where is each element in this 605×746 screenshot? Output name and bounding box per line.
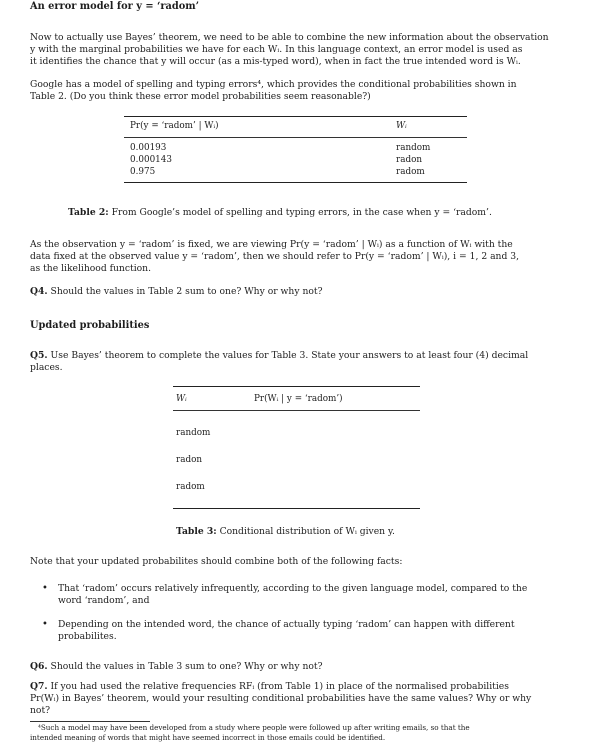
- question-7-line-3: not?: [30, 705, 51, 716]
- question-6: [30, 661, 323, 673]
- table-row: radom: [176, 482, 205, 492]
- table-2-caption-text: From Google’s model of spelling and typing errors, in the case when y = ‘radom’.: [111, 207, 492, 218]
- table-2-header-rule: [124, 137, 467, 138]
- intro-line-2: y with the marginal probabilities we have for each Wᵢ. In this language context, an error model is used as: [30, 44, 523, 55]
- table-3-caption-label: Table 3:: [176, 526, 217, 537]
- bullet-2-line-1: • Depending on the intended word, the chance of actually typing ‘radom’ can happen with different: [58, 619, 515, 631]
- intro-line-1: Now to actually use Bayes’ theorem, we need to be able to combine the new information about the observation: [30, 32, 549, 43]
- intro-line-3: it identifies the chance that y will occur (as a mis-typed word), when in fact the true intended word is Wᵢ.: [30, 56, 521, 67]
- obs-line-1: As the observation y = ‘radom’ is fixed, we are viewing Pr(y = ‘radom’ | Wᵢ) as a function of Wᵢ with the: [30, 239, 513, 250]
- note-paragraph: Note that your updated probabilites should combine both of the following facts:: [30, 556, 403, 567]
- question-4-label: Q4.: [30, 286, 48, 297]
- obs-line-2: data fixed at the observed value y = ‘radom’, then we should refer to Pr(y = ‘radom’ | Wᵢ), i = 1, 2 and 3,: [30, 251, 520, 262]
- question-4: [30, 286, 323, 298]
- bullet-1-line-1: • That ‘radom’ occurs relatively infrequently, according to the given language model, compared to the: [58, 583, 527, 595]
- table-row: 0.975: [130, 167, 156, 177]
- question-5: [30, 350, 528, 362]
- google-line-1: Google has a model of spelling and typing errors⁴, which provides the conditional probabilities shown in: [30, 79, 517, 90]
- table-2-header-probability: Pr(y = ‘radom’ | Wᵢ): [130, 121, 219, 131]
- table-2-caption: [68, 207, 492, 219]
- table-row: radon: [396, 155, 423, 165]
- question-7: [30, 681, 509, 693]
- table-3-bottom-rule: [173, 508, 420, 509]
- google-line-2: Table 2. (Do you think these error model probabilities seem reasonable?): [30, 91, 371, 102]
- question-5-label: Q5.: [30, 350, 48, 361]
- table-row: random: [396, 143, 431, 153]
- question-4-text: Should the values in Table 2 sum to one? Why or why not?: [50, 286, 323, 297]
- table-row: 0.00193: [130, 143, 167, 153]
- table-3-header-rule: [173, 410, 420, 411]
- question-6-label: Q6.: [30, 661, 48, 672]
- footnote-line-2: intended meaning of words that might have seemed incorrect in those emails could be identified.: [30, 733, 386, 742]
- table-row: radon: [176, 455, 203, 465]
- table-row: random: [176, 428, 211, 438]
- table-2-top-rule: [124, 116, 467, 117]
- question-7-text: If you had used the relative frequencies RFᵢ (from Table 1) in place of the normalised probabilities: [50, 681, 509, 692]
- footnote-rule: [30, 721, 150, 722]
- table-row: radom: [396, 167, 425, 177]
- bullet-1-line-2: word ‘random’, and: [58, 595, 150, 606]
- table-2-bottom-rule: [124, 182, 467, 183]
- question-7-line-2: Pr(Wᵢ) in Bayes’ theorem, would your resulting conditional probabilities have the same values? Why or why: [30, 693, 532, 704]
- table-3-header-word: Wᵢ: [176, 394, 187, 404]
- bullet-2-line-2: probabilites.: [58, 631, 117, 642]
- question-7-label: Q7.: [30, 681, 48, 692]
- table-row: 0.000143: [130, 155, 172, 165]
- table-2-header-word: Wᵢ: [396, 121, 407, 131]
- question-5-text: Use Bayes’ theorem to complete the values for Table 3. State your answers to at least four (4) decimal: [50, 350, 529, 361]
- obs-line-3: as the likelihood function.: [30, 263, 151, 274]
- table-3-caption-text: Conditional distribution of Wᵢ given y.: [219, 526, 395, 537]
- question-6-text: Should the values in Table 3 sum to one? Why or why not?: [50, 661, 323, 672]
- updated-probabilities-heading: Updated probabilities: [30, 320, 150, 331]
- table-2-caption-label: Table 2:: [68, 207, 109, 218]
- footnote-line-1: ⁴Such a model may have been developed from a study where people were followed up after writing emails, so that the: [38, 723, 470, 732]
- table-3-caption: [176, 526, 395, 538]
- section-title: An error model for y = ‘radom’: [30, 1, 200, 12]
- table-3-header-probability: Pr(Wᵢ | y = ‘radom’): [254, 394, 343, 404]
- table-3-top-rule: [173, 386, 420, 387]
- question-5-line-2: places.: [30, 362, 63, 373]
